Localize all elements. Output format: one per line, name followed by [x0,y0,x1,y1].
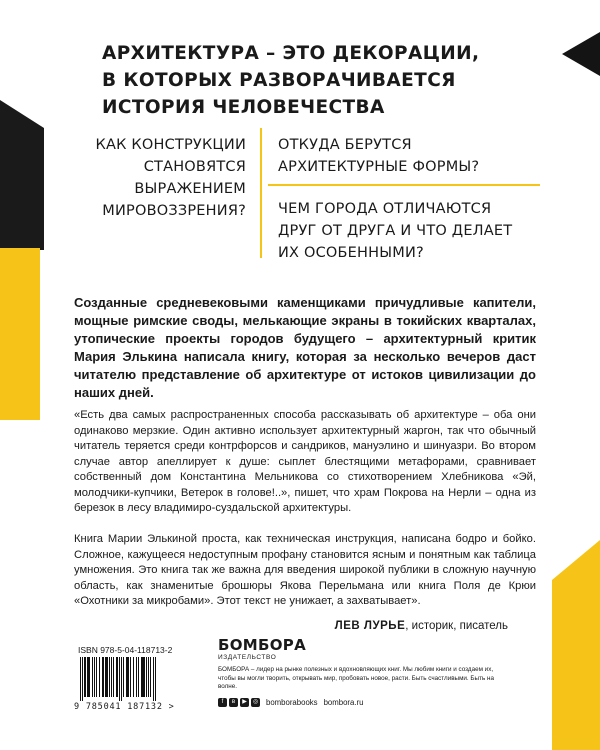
barcode-bar [82,657,83,701]
publisher-site[interactable]: bombora.ru [323,697,364,707]
barcode-bar [153,657,154,701]
decorative-bar-dark [0,100,44,250]
publisher-handle[interactable]: bomborabooks [266,697,318,707]
barcode-bar [96,657,97,697]
barcode-bar [102,657,104,697]
isbn: ISBN 978-5-04-118713-2 [78,645,173,655]
publisher-logo: БОМБОРА [218,636,306,654]
publisher-description: БОМБОРА – лидер на рынке полезных и вдохновляющих книг. Мы любим книги и создаем их, чтобы вы могли творить, открывать мир, пробовать новое, расти. Быть счастливыми. Быть на волне. [218,666,494,691]
question-right-top [278,134,558,178]
question-line: СТАНОВЯТСЯ [143,159,246,175]
barcode-bar [87,657,89,697]
barcode-bar [113,657,114,697]
question-line: ОТКУДА БЕРУТСЯ [278,137,412,153]
barcode-bar [133,657,134,697]
quote-author: ЛЕВ ЛУРЬЕ [334,620,406,632]
barcode-bar [143,657,145,697]
question-line: АРХИТЕКТУРНЫЕ ФОРМЫ? [278,159,480,175]
barcode-bar [99,657,100,697]
decorative-triangle-top [562,32,600,76]
barcode-bar [94,657,95,697]
horizontal-divider [268,184,540,186]
barcode-bar [155,657,156,701]
question-line: МИРОВОЗЗРЕНИЯ? [102,203,246,219]
vk-icon[interactable]: в [229,698,238,707]
barcode-bar [126,657,128,697]
barcode-block [74,645,190,713]
decorative-bar-bottom-right [552,540,600,750]
question-line: ВЫРАЖЕНИЕМ [134,181,246,197]
barcode-bar [109,657,110,697]
question-line: КАК КОНСТРУКЦИИ [95,137,246,153]
facebook-icon[interactable]: f [218,698,227,707]
barcode-bar [141,657,143,697]
question-line: ДРУГ ОТ ДРУГА И ЧТО ДЕЛАЕТ [278,223,513,239]
barcode-bar [138,657,139,697]
barcode-digits: 9 785041 187132 > [74,702,175,712]
barcode-bar [107,657,108,697]
publisher-block [218,636,508,707]
vertical-divider [260,128,262,258]
barcode-bar [80,657,81,701]
barcode-bar [119,657,120,701]
barcode-bar [128,657,129,697]
quote-paragraph-2: Книга Марии Элькиной проста, как техническая инструкция, написана бодро и бойко. Сложное, кажущееся недоступным профану становится ясным и понятным как таблица умножения. Это книга так же важна для введения широкой публики в сложную научную область, как знаменитые брошюры Якова Перельмана или книга Поля де Крюи «Охотники за микробами». Этот текст не унижает, а захватывает». [74,533,536,607]
decorative-bar-yellow [0,248,40,420]
barcode-bar [121,657,122,701]
barcode-bar [105,657,107,697]
barcode-bar [89,657,90,697]
headline-line: В КОТОРЫХ РАЗВОРАЧИВАЕТСЯ [102,70,456,91]
social-icons [218,698,260,707]
barcode-bar [123,657,124,697]
publisher-sub: ИЗДАТЕЛЬСТВО [218,654,277,661]
headline-line: АРХИТЕКТУРА – ЭТО ДЕКОРАЦИИ, [102,43,480,64]
publisher-links [218,698,508,707]
barcode-bar [148,657,149,697]
barcode-bar [116,657,118,697]
barcode-bar [92,657,93,697]
barcode-bar [146,657,147,697]
question-right-bottom [278,198,558,264]
headline [102,40,542,121]
question-left [80,134,246,222]
barcode-bar [150,657,151,697]
quote-author-role: , историк, писатель [405,620,508,632]
headline-line: ИСТОРИЯ ЧЕЛОВЕЧЕСТВА [102,97,385,118]
instagram-icon[interactable]: ◎ [252,698,259,705]
barcode-bar [111,657,112,697]
quote-paragraph-1: «Есть два самых распространенных способа рассказывать об архитектуре – оба они одинаково мерзкие. Один активно использует архитектурный жаргон, так что обычный читатель теряется среди контрфорсов и сандриков, мануэлино и шинуазри. Во втором случае автор апеллирует к душе: сыплет блестящими метафорами, сравнивает собственный дом Константина Мельникова со стихотворением Хлебникова «Эй, молодчики-купчики, Ветерок в голове!..», пишет, что храм Покрова на Нерли – одна из березок в лесу владимиро-суздальской архитектуры. [74,409,536,514]
barcode-image [74,657,186,701]
barcode-bar [84,657,86,697]
youtube-icon[interactable]: ▶ [240,698,249,707]
barcode-bar [130,657,131,697]
barcode-bar [136,657,137,697]
intro-paragraph: Созданные средневековыми каменщиками причудливые капители, мощные римские своды, мелькающие экраны в токийских кварталах, утопические проекты городов будущего – архитектурный критик Мария Элькина написала книгу, которая за несколько вечеров даст читателю представление об архитектуре от истоков цивилизации до наших дней. [74,295,536,400]
quote-attribution [335,620,508,632]
question-line: ЧЕМ ГОРОДА ОТЛИЧАЮТСЯ [278,201,492,217]
question-line: ИХ ОСОБЕННЫМИ? [278,245,424,261]
